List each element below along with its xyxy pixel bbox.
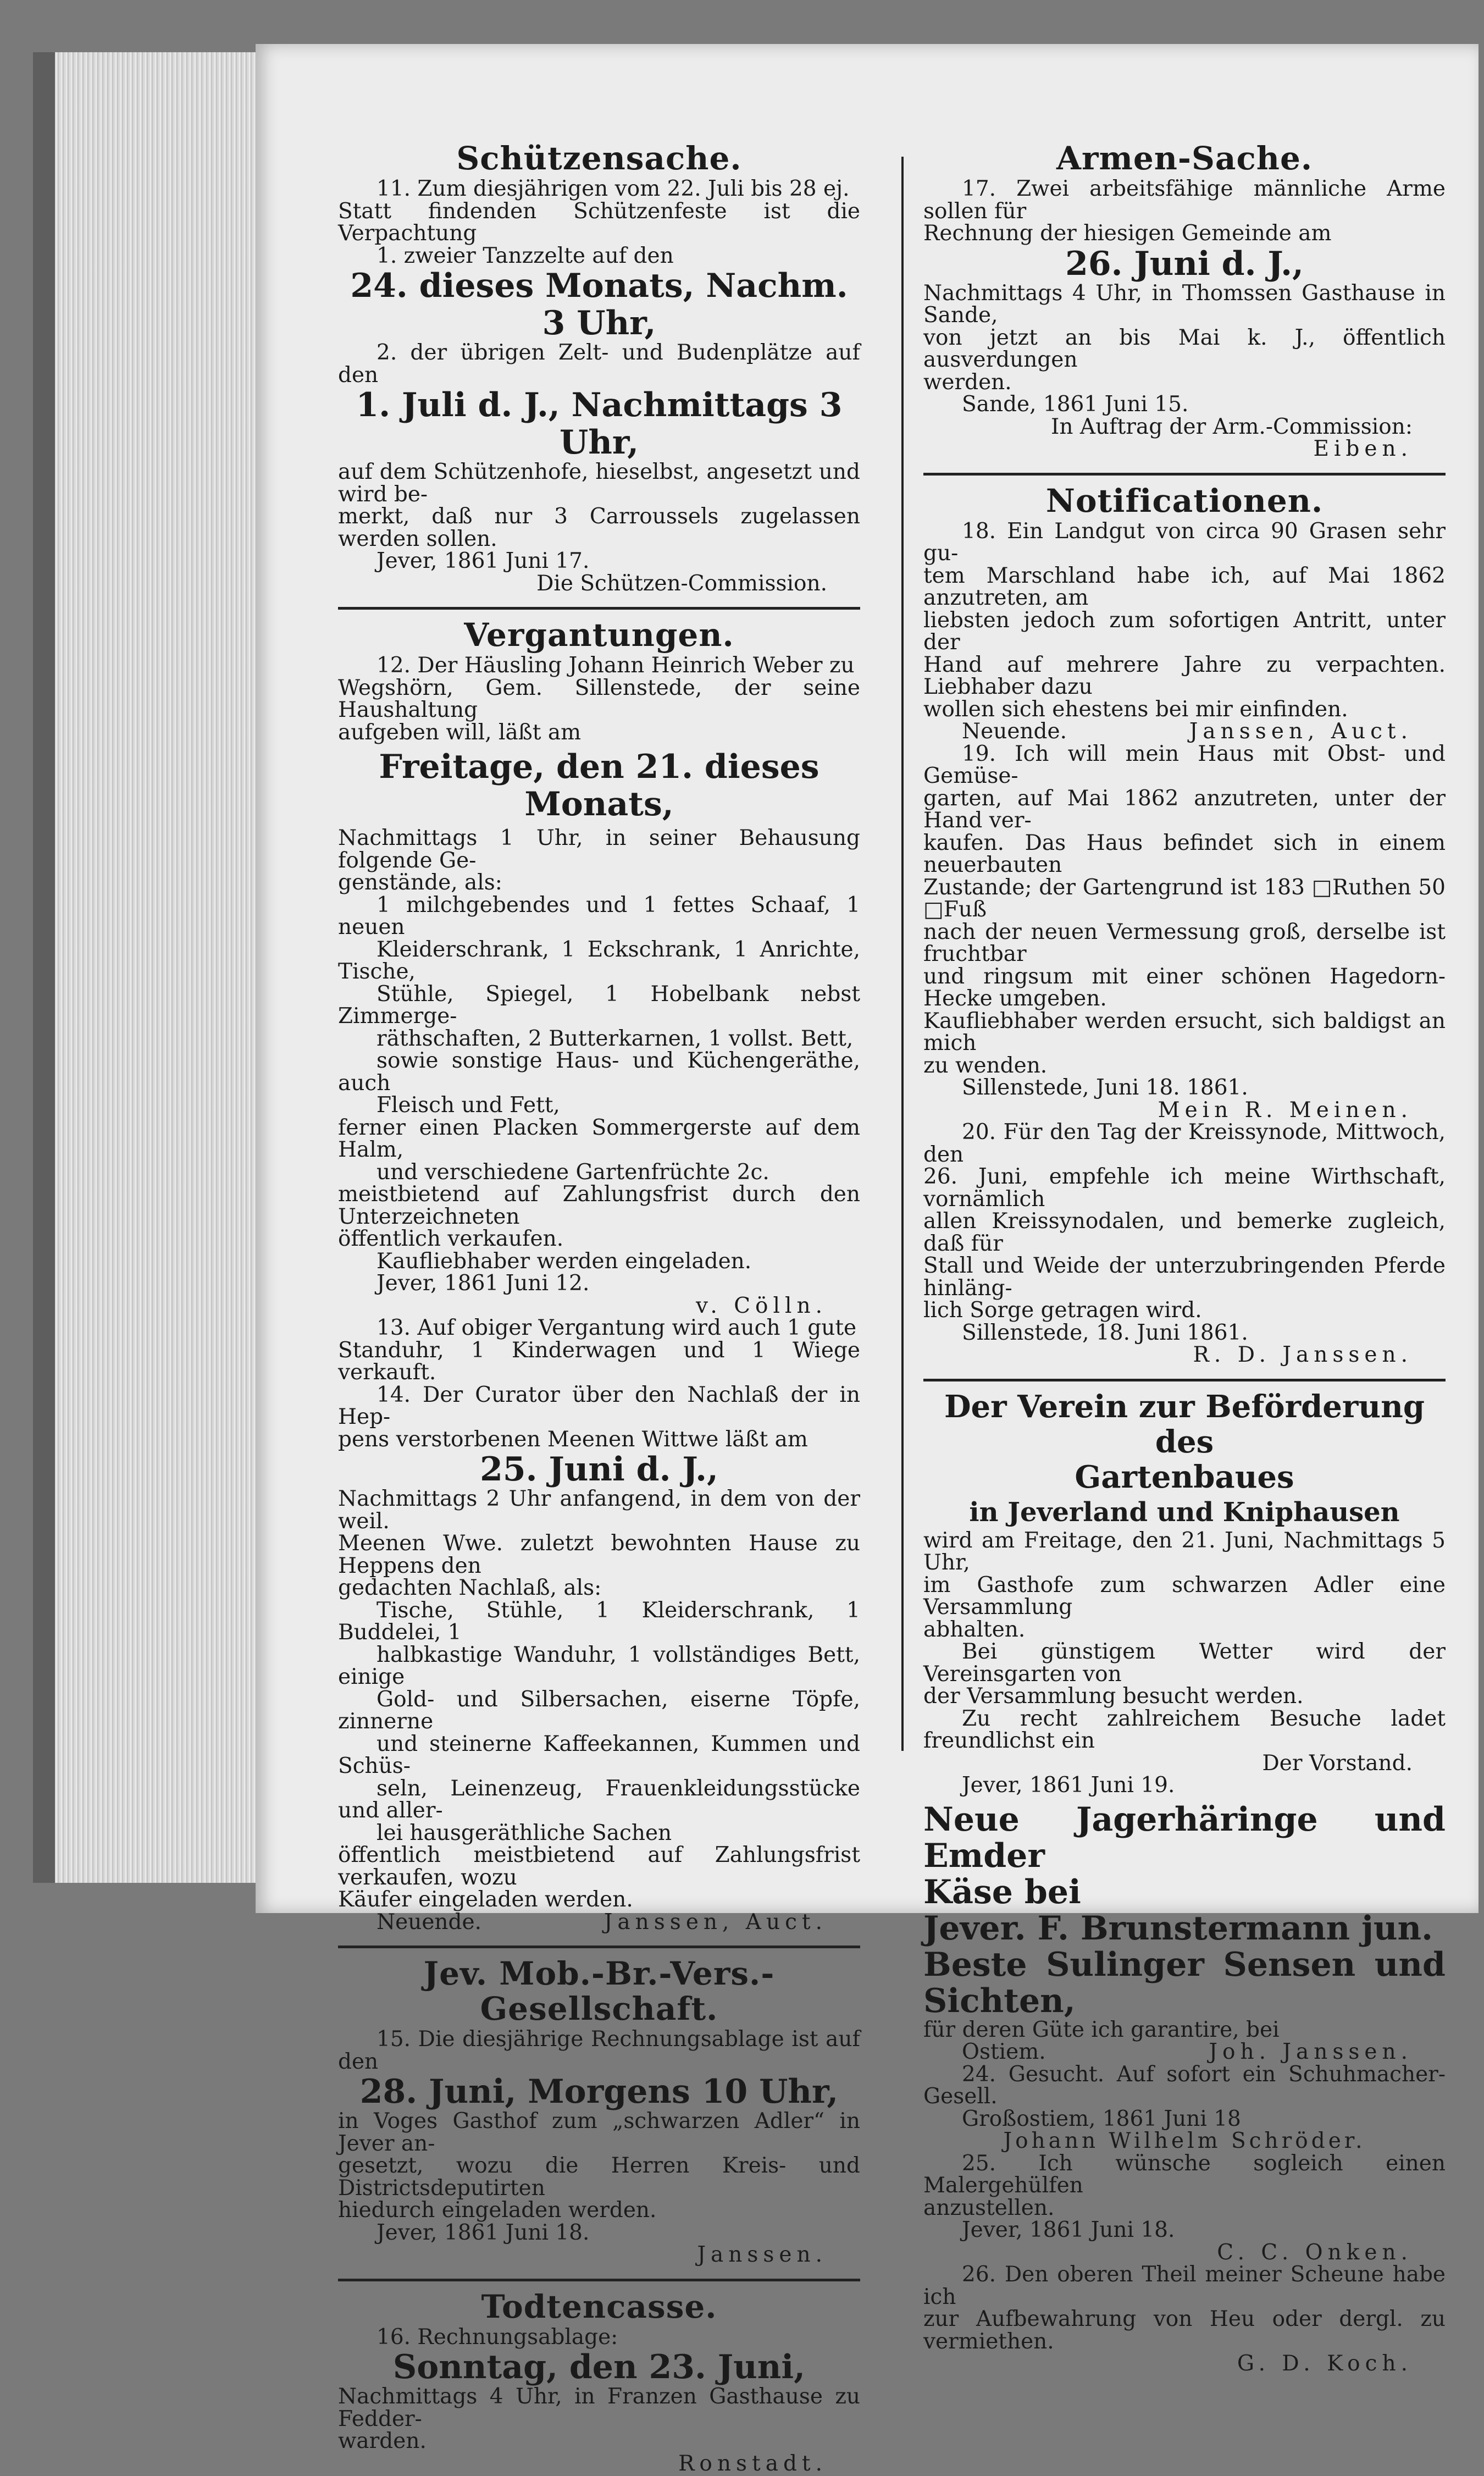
section-notificationen	[923, 483, 1446, 1367]
text-line: Zustande; der Gartengrund ist 183 □Ruthen 50 □Fuß	[923, 875, 1446, 922]
ad-heading: Gartenbaues	[1075, 1458, 1294, 1495]
section-heading: Vergantungen.	[464, 616, 734, 654]
text-line: aufgeben will, läßt am	[338, 720, 582, 745]
text-line: Nachmittags 2 Uhr anfangend, in dem von der weil.	[338, 1486, 860, 1534]
signature: Eiben.	[1313, 436, 1413, 461]
section-brandversicherung	[338, 1956, 860, 2267]
text-line: Rechnung der hiesigen Gemeinde am	[923, 221, 1332, 246]
ad-subheading: in Jeverland und Kniphausen	[969, 1496, 1400, 1528]
text-line: auf dem Schützenhofe, hieselbst, angesetzt und wird be-	[338, 460, 860, 507]
text-line: 2. der übrigen Zelt- und Budenplätze auf den	[338, 340, 860, 388]
item-line: lei hausgeräthliche Sachen	[376, 1820, 672, 1845]
text-line: nach der neuen Vermessung groß, derselbe ist fruchtbar	[923, 919, 1446, 966]
text-line: garten, auf Mai 1862 anzutreten, unter der Hand ver-	[923, 786, 1446, 833]
section-rule	[923, 1379, 1446, 1381]
text-line: Meenen Wwe. zuletzt bewohnten Hause zu Heppens den	[338, 1531, 860, 1578]
ad-heading: Beste Sulinger Sensen und Sichten,	[923, 1945, 1446, 2020]
section-heading: Schützensache.	[456, 140, 742, 177]
date-display: 1. Juli d. J., Nachmittags 3 Uhr,	[356, 386, 843, 462]
signature: Janssen, Auct.	[1189, 719, 1413, 744]
text-line: allen Kreissynodalen, und bemerke zugleich, daß für	[923, 1209, 1446, 1256]
ad-heading: Jever. F. Brunstermann jun.	[923, 1909, 1433, 1948]
signature: Janssen.	[697, 2242, 827, 2267]
place-name: Neuende.	[376, 1909, 481, 1935]
item-line: halbkastige Wanduhr, 1 vollständiges Bett, einige	[338, 1642, 860, 1689]
text-line: Nachmittags 1 Uhr, in seiner Behausung folgende Ge-	[338, 826, 860, 873]
text-line: In Auftrag der Arm.-Commission:	[1050, 414, 1413, 439]
item-line: Fleisch und Fett,	[376, 1093, 560, 1118]
item-line: seln, Leinenzeug, Frauenkleidungsstücke und aller-	[338, 1776, 860, 1823]
text-line: ferner einen Placken Sommergerste auf dem Halm,	[338, 1115, 860, 1162]
date-display: 24. dieses Monats, Nachm. 3 Uhr,	[350, 267, 848, 342]
text-line: in Voges Gasthof zum „schwarzen Adler“ in Jever an-	[338, 2109, 860, 2156]
section-rule	[338, 2279, 860, 2281]
section-schuetzensache	[338, 141, 860, 595]
signature: Der Vorstand.	[1262, 1750, 1413, 1776]
text-line: zur Aufbewahrung von Heu oder dergl. zu vermiethen.	[923, 2307, 1446, 2354]
text-line: wollen sich ehestens bei mir einfinden.	[923, 697, 1348, 722]
signature: Joh. Janssen.	[1209, 2040, 1413, 2064]
text-line: gesetzt, wozu die Herren Kreis- und Districtsdeputirten	[338, 2153, 860, 2201]
text-line: Statt findenden Schützenfeste ist die Verpachtung	[338, 198, 860, 246]
text-line: öffentlich verkaufen.	[338, 1226, 564, 1251]
text-line: Jever, 1861 Juni 18.	[376, 2220, 590, 2245]
date-display: 25. Juni d. J.,	[480, 1450, 718, 1489]
text-line: Jever, 1861 Juni 17.	[376, 549, 590, 573]
text-line: 12. Der Häusling Johann Heinrich Weber zu	[376, 653, 855, 678]
text-line: Jever, 1861 Juni 19.	[962, 1773, 1175, 1798]
section-small-ads	[923, 1801, 1446, 2375]
item-line: räthschaften, 2 Butterkarnen, 1 vollst. Bett,	[376, 1026, 854, 1051]
newspaper-page	[256, 44, 1479, 2476]
text-line: hiedurch eingeladen werden.	[338, 2198, 657, 2223]
place-name: Ostiem.	[962, 2040, 1046, 2064]
text-line: für deren Güte ich garantire, bei	[923, 2017, 1280, 2042]
text-line: von jetzt an bis Mai k. J., öffentlich ausverdungen	[923, 325, 1446, 372]
text-line: merkt, daß nur 3 Carroussels zugelassen werden sollen.	[338, 504, 860, 551]
text-line: gedachten Nachlaß, als:	[338, 1576, 602, 1600]
date-display: Sonntag, den 23. Juni,	[392, 2348, 806, 2386]
text-line: liebsten jedoch zum sofortigen Antritt, unter der	[923, 607, 1446, 655]
text-line: Bei günstigem Wetter wird der Vereinsgarten von	[923, 1639, 1446, 1687]
text-line: Stall und Weide der unterzubringenden Pferde hinläng-	[923, 1253, 1446, 1301]
item-line: sowie sonstige Haus- und Küchengeräthe, auch	[338, 1048, 860, 1096]
section-todtencasse	[338, 2289, 860, 2475]
ad-heading: Neue Jagerhäringe und Emder	[923, 1800, 1446, 1875]
text-line: öffentlich meistbietend auf Zahlungsfrist verkaufen, wozu	[338, 1843, 860, 1890]
text-line: abhalten.	[923, 1617, 1026, 1642]
signature: G. D. Koch.	[1237, 2351, 1413, 2376]
signature: Ronstadt.	[678, 2451, 827, 2476]
text-line: Sillenstede, Juni 18. 1861.	[962, 1075, 1248, 1100]
text-line: der Versammlung besucht werden.	[923, 1684, 1304, 1709]
text-line: 26. Den oberen Theil meiner Scheune habe ich	[923, 2262, 1446, 2309]
text-line: Sande, 1861 Juni 15.	[962, 392, 1189, 417]
text-line: Standuhr, 1 Kinderwagen und 1 Wiege verkauft.	[338, 1338, 860, 1385]
text-line: und verschiedene Gartenfrüchte 2c.	[376, 1159, 769, 1185]
text-line: 18. Ein Landgut von circa 90 Grasen sehr gu-	[923, 518, 1446, 566]
text-line: 1. zweier Tanzzelte auf den	[376, 243, 674, 268]
text-line: 20. Für den Tag der Kreissynode, Mittwoch, den	[923, 1120, 1446, 1167]
text-line: lich Sorge getragen wird.	[923, 1298, 1202, 1323]
item-line: Stühle, Spiegel, 1 Hobelbank nebst Zimmerge-	[338, 981, 860, 1029]
section-rule	[338, 1946, 860, 1948]
text-line: Großostiem, 1861 Juni 18	[962, 2106, 1241, 2131]
text-line: Zu recht zahlreichem Besuche ladet freundlichst ein	[923, 1706, 1446, 1753]
text-line: 17. Zwei arbeitsfähige männliche Arme sollen für	[923, 176, 1446, 224]
text-line: im Gasthofe zum schwarzen Adler eine Versammlung	[923, 1572, 1446, 1620]
text-line: zu wenden.	[923, 1053, 1048, 1078]
text-line: 26. Juni, empfehle ich meine Wirthschaft, vornämlich	[923, 1164, 1446, 1212]
text-line: Jever, 1861 Juni 18.	[962, 2218, 1175, 2242]
text-line: Hand auf mehrere Jahre zu verpachten. Liebhaber dazu	[923, 652, 1446, 699]
place-name: Neuende.	[962, 719, 1067, 744]
text-line: tem Marschland habe ich, auf Mai 1862 anzutreten, am	[923, 563, 1446, 610]
section-gartenbau-verein	[923, 1389, 1446, 1797]
text-line: 13. Auf obiger Vergantung wird auch 1 gute	[376, 1316, 857, 1340]
signature: Janssen, Auct.	[603, 1909, 827, 1935]
book-page-edges	[33, 52, 264, 1883]
text-line: pens verstorbenen Meenen Wittwe läßt am	[338, 1427, 808, 1452]
date-display: 26. Juni d. J.,	[1065, 244, 1304, 283]
signature: Mein R. Meinen.	[1158, 1097, 1413, 1123]
ad-heading: Der Verein zur Beförderung des	[944, 1388, 1425, 1460]
date-display: Freitage, den 21. dieses Monats,	[379, 748, 819, 824]
text-line: 14. Der Curator über den Nachlaß der in Hep-	[338, 1382, 860, 1429]
text-line: 24. Gesucht. Auf sofort ein Schuhmacher-Gesell.	[923, 2062, 1446, 2109]
signature: v. Cölln.	[696, 1293, 827, 1318]
item-line: Gold- und Silbersachen, eiserne Töpfe, zinnerne	[338, 1687, 860, 1734]
signature: Die Schützen-Commission.	[536, 571, 827, 596]
section-rule	[923, 473, 1446, 476]
text-line: 11. Zum diesjährigen vom 22. Juli bis 28 ej.	[376, 176, 850, 201]
section-rule	[338, 607, 860, 610]
text-line: werden.	[923, 369, 1012, 395]
right-column	[923, 137, 1446, 2375]
text-line: 19. Ich will mein Haus mit Obst- und Gemüse-	[923, 741, 1446, 788]
signature: R. D. Janssen.	[1193, 1342, 1413, 1367]
item-line: Tische, Stühle, 1 Kleiderschrank, 1 Buddelei, 1	[338, 1598, 860, 1645]
column-divider	[901, 157, 904, 1751]
text-line: Sillenstede, 18. Juni 1861.	[962, 1320, 1248, 1345]
text-line: Wegshörn, Gem. Sillenstede, der seine Haushaltung	[338, 675, 860, 722]
text-line: genstände, als:	[338, 870, 502, 895]
text-line: und ringsum mit einer schönen Hagedorn-Hecke umgeben.	[923, 964, 1446, 1011]
text-line: anzustellen.	[923, 2195, 1055, 2220]
section-heading: Todtencasse.	[481, 2287, 717, 2325]
text-line: Jever, 1861 Juni 12.	[376, 1271, 590, 1296]
section-vergantungen	[338, 617, 860, 1933]
section-heading: Jev. Mob.-Br.-Vers.-Gesellschaft.	[423, 1955, 775, 2027]
text-line: Kaufliebhaber werden ersucht, sich baldigst an mich	[923, 1008, 1446, 1055]
text-line: meistbietend auf Zahlungsfrist durch den Unterzeichneten	[338, 1182, 860, 1229]
section-heading: Notificationen.	[1045, 482, 1324, 519]
section-armen-sache	[923, 141, 1446, 461]
item-line: und steinerne Kaffeekannen, Kummen und Schüs-	[338, 1731, 860, 1778]
text-line: Nachmittags 4 Uhr, in Thomssen Gasthause in Sande,	[923, 280, 1446, 328]
text-line: Käufer eingeladen werden.	[338, 1887, 633, 1912]
signature: Johann Wilhelm Schröder.	[1003, 2129, 1366, 2153]
text-line: 16. Rechnungsablage:	[376, 2324, 618, 2350]
text-line: Nachmittags 4 Uhr, in Franzen Gasthause zu Fedder-	[338, 2384, 860, 2431]
ad-heading: Käse bei	[923, 1872, 1081, 1911]
text-line: warden.	[338, 2429, 427, 2453]
section-heading: Armen-Sache.	[1056, 140, 1313, 177]
text-line: kaufen. Das Haus befindet sich in einem neuerbauten	[923, 830, 1446, 877]
left-column	[338, 137, 860, 2475]
item-line: 1 milchgebendes und 1 fettes Schaaf, 1 neuen	[338, 892, 860, 939]
date-display: 28. Juni, Morgens 10 Uhr,	[359, 2072, 839, 2111]
text-line: wird am Freitage, den 21. Juni, Nachmittags 5 Uhr,	[923, 1528, 1446, 1575]
text-line: Kaufliebhaber werden eingeladen.	[376, 1248, 752, 1274]
signature: C. C. Onken.	[1217, 2240, 1413, 2265]
text-line: 15. Die diesjährige Rechnungsablage ist auf den	[338, 2027, 860, 2074]
text-line: 25. Ich wünsche sogleich einen Malergehülfen	[923, 2151, 1446, 2198]
item-line: Kleiderschrank, 1 Eckschrank, 1 Anrichte, Tische,	[338, 937, 860, 984]
